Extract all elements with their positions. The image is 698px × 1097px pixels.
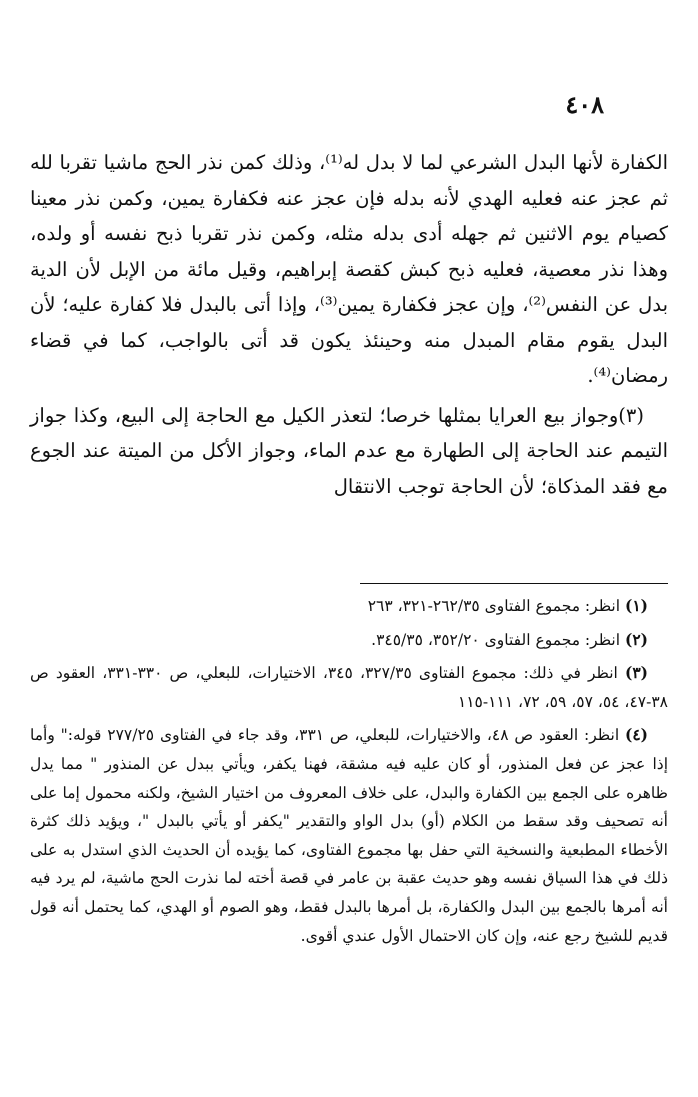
footnote-number: (٤) xyxy=(624,725,648,745)
footnote-3 xyxy=(30,659,668,716)
footnote-text: انظر: مجموع الفتاوى ٢٦٢/٣٥-٣٢١، ٢٦٣ xyxy=(367,597,621,615)
main-paragraph-1: الكفارة لأنها البدل الشرعي لما لا بدل له⁽¹⁾، وذلك كمن نذر الحج ماشيا تقربا لله ثم عجز عنه فعليه الهدي لأنه بدله فإن عجز عنه فكفارة يمين، وكمن نذر معينا كصيام يوم الاثنين ثم جهله أدى بدله مثله، وكمن نذر تقربا ذبح نفسه أو ولده، وهذا نذر معصية، فعليه ذبح كبش كقصة إبراهيم، وقيل مائة من الإبل لأن الدية بدل عن النفس⁽²⁾، وإن عجز فكفارة يمين⁽³⁾، وإذا أتى بالبدل فلا كفارة عليه؛ لأن البدل يقوم مقام المبدل منه وحينئذ يكون قد أتى بالواجب، كما في قضاء رمضان⁽⁴⁾. xyxy=(30,151,668,387)
footnote-number: (٢) xyxy=(624,629,648,649)
main-paragraph-2: (٣)وجواز بيع العرايا بمثلها خرصا؛ لتعذر الكيل مع الحاجة إلى البيع، وكذا جواز التيمم عند الحاجة إلى الطهارة مع عدم الماء، وجواز الأكل من الميتة عند الجوع مع فقد المذكاة؛ لأن الحاجة توجب الانتقال xyxy=(30,403,668,498)
footnote-text: انظر: العقود ص ٤٨، والاختيارات، للبعلي، ص ٣٣١، وقد جاء في الفتاوى ٢٧٧/٢٥ قوله:" وأما إذا عجز عن فعل المنذور، أو كان عليه فيه مشقة، فهنا يكفر، ويأتي ببدل عن المنذور " مما يدل ظاهره على الجمع بين الكفارة والبدل، على خلاف المعروف من اختيار الشيخ، ولكنه محمول إما على أنه تصحيف وقد سقط من الكلام (أو) بدل الواو والتقدير "يكفر أو يأتي بالبدل "، ويؤيد ذلك كثرة الأخطاء المطبعية والنسخية التي حفل بها مجموع الفتاوى، كما يؤيده أن الحديث الذي استدل به على ذلك في هذا السياق نفسه وهو حديث عقبة بن عامر في قصة أخته لما نذرت الحج ماشية، لم يرد فيه أنه أمرها بالجمع بين البدل والكفارة، بل أمرها بالبدل فقط، وهو الصوم أو الهدي، كما يحتمل أنه قول قديم للشيخ رجع عنه، وإن كان الاحتمال الأول عندي أقوى. xyxy=(30,726,668,945)
footnote-number: (٣) xyxy=(624,663,648,683)
footnote-number: (١) xyxy=(624,596,648,615)
page-number: ٤٠٨ xyxy=(565,90,604,119)
footnote-1 xyxy=(30,592,668,621)
footnote-2 xyxy=(30,626,668,655)
book-page xyxy=(30,0,668,1097)
footnote-text: انظر: مجموع الفتاوى ٣٥٢/٢٠، ٣٤٥/٣٥. xyxy=(371,630,621,649)
footnotes xyxy=(30,592,668,955)
footnote-text: انظر في ذلك: مجموع الفتاوى ٣٢٧/٣٥، ٣٤٥، الاختيارات، للبعلي، ص ٣٣٠-٣٣١، العقود ص ٣٨-٤٧، ٥٤، ٥٧، ٥٩، ٧٢، ١١١-١١٥ xyxy=(30,664,668,711)
main-text xyxy=(30,145,668,504)
footnote-divider xyxy=(360,583,668,584)
footnote-4 xyxy=(30,721,668,950)
